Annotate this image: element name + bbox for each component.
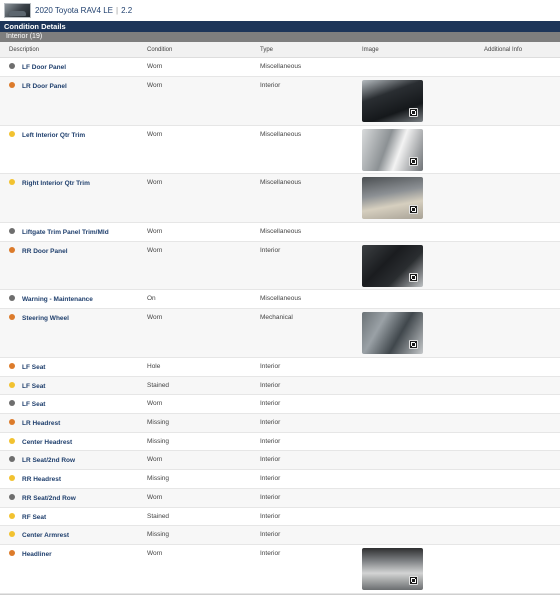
expand-icon[interactable] [409, 273, 418, 282]
type-value: Interior [260, 531, 281, 538]
column-condition: Condition [147, 47, 173, 53]
condition-value: Missing [147, 475, 170, 482]
description-link[interactable]: LF Seat [22, 364, 46, 371]
condition-value: Hole [147, 363, 161, 370]
severity-dot-icon [9, 295, 15, 301]
table-row [0, 223, 560, 242]
severity-dot-icon [9, 363, 15, 369]
damage-photo-thumbnail[interactable] [362, 129, 423, 171]
type-value: Interior [260, 438, 281, 445]
type-value: Interior [260, 550, 281, 557]
type-value: Miscellaneous [260, 295, 302, 302]
type-value: Interior [260, 419, 281, 426]
table-row [0, 470, 560, 489]
description-link[interactable]: RR Headrest [22, 476, 62, 483]
severity-dot-icon [9, 494, 15, 500]
description-link[interactable]: Liftgate Trim Panel Trim/Mld [22, 229, 109, 236]
damage-photo-thumbnail[interactable] [362, 245, 423, 287]
description-link[interactable]: Warning - Maintenance [22, 296, 93, 303]
table-row [0, 433, 560, 451]
type-value: Interior [260, 400, 281, 407]
interior-section-header[interactable]: Interior (19) [0, 32, 560, 42]
type-value: Interior [260, 247, 281, 254]
expand-icon[interactable] [409, 157, 418, 166]
description-link[interactable]: Center Headrest [22, 439, 73, 446]
condition-value: Worn [147, 400, 163, 407]
damage-photo-thumbnail[interactable] [362, 312, 423, 354]
condition-value: Stained [147, 382, 170, 389]
severity-dot-icon [9, 419, 15, 425]
vehicle-title-line [35, 6, 132, 15]
expand-icon[interactable] [409, 205, 418, 214]
description-link[interactable]: RR Seat/2nd Row [22, 495, 76, 502]
condition-details-header: Condition Details [0, 21, 560, 32]
condition-value: Worn [147, 550, 163, 557]
description-link[interactable]: LF Door Panel [22, 64, 67, 71]
table-row [0, 395, 560, 414]
table-row [0, 309, 560, 358]
type-value: Miscellaneous [260, 131, 302, 138]
vehicle-title[interactable]: 2020 Toyota RAV4 LE [35, 6, 113, 15]
condition-grade: 2.2 [121, 6, 133, 15]
table-row [0, 242, 560, 290]
severity-dot-icon [9, 131, 15, 137]
description-link[interactable]: LF Seat [22, 401, 46, 408]
severity-dot-icon [9, 475, 15, 481]
condition-value: On [147, 295, 156, 302]
description-link[interactable]: Left Interior Qtr Trim [22, 132, 86, 139]
table-row [0, 174, 560, 223]
condition-value: Worn [147, 179, 163, 186]
damage-photo-thumbnail[interactable] [362, 80, 423, 122]
vehicle-thumbnail[interactable] [4, 3, 31, 18]
expand-icon[interactable] [409, 576, 418, 585]
title-separator: | [115, 6, 119, 15]
condition-value: Worn [147, 456, 163, 463]
table-row [0, 77, 560, 126]
table-row [0, 414, 560, 433]
type-value: Mechanical [260, 314, 293, 321]
type-value: Interior [260, 363, 281, 370]
column-description: Description [9, 47, 40, 53]
severity-dot-icon [9, 247, 15, 253]
description-link[interactable]: RR Door Panel [22, 248, 68, 255]
severity-dot-icon [9, 314, 15, 320]
damage-photo-thumbnail[interactable] [362, 548, 423, 590]
type-value: Miscellaneous [260, 63, 302, 70]
severity-dot-icon [9, 550, 15, 556]
description-link[interactable]: LF Seat [22, 383, 46, 390]
expand-icon[interactable] [409, 340, 418, 349]
type-value: Interior [260, 475, 281, 482]
type-value: Interior [260, 456, 281, 463]
type-value: Miscellaneous [260, 228, 302, 235]
column-type: Type [260, 47, 274, 53]
condition-value: Missing [147, 419, 170, 426]
type-value: Interior [260, 82, 281, 89]
description-link[interactable]: LR Seat/2nd Row [22, 457, 76, 464]
type-value: Miscellaneous [260, 179, 302, 186]
expand-icon[interactable] [409, 108, 418, 117]
condition-value: Worn [147, 247, 163, 254]
severity-dot-icon [9, 382, 15, 388]
severity-dot-icon [9, 179, 15, 185]
type-value: Interior [260, 513, 281, 520]
description-link[interactable]: RF Seat [22, 514, 47, 521]
severity-dot-icon [9, 456, 15, 462]
condition-value: Worn [147, 314, 163, 321]
condition-value: Stained [147, 513, 170, 520]
table-row [0, 545, 560, 594]
column-image: Image [362, 47, 379, 53]
severity-dot-icon [9, 228, 15, 234]
severity-dot-icon [9, 531, 15, 537]
condition-value: Missing [147, 531, 170, 538]
condition-value: Worn [147, 131, 163, 138]
description-link[interactable]: LR Door Panel [22, 83, 67, 90]
description-link[interactable]: Headliner [22, 551, 52, 558]
condition-value: Worn [147, 228, 163, 235]
condition-value: Worn [147, 82, 163, 89]
type-value: Interior [260, 382, 281, 389]
table-row [0, 377, 560, 395]
damage-photo-thumbnail[interactable] [362, 177, 423, 219]
table-bottom-border [0, 594, 560, 595]
table-row [0, 451, 560, 470]
description-link[interactable]: Steering Wheel [22, 315, 69, 322]
description-link[interactable]: Center Armrest [22, 532, 70, 539]
description-link[interactable]: Right Interior Qtr Trim [22, 180, 90, 187]
description-link[interactable]: LR Headrest [22, 420, 61, 427]
table-row [0, 508, 560, 526]
column-additional-info: Additional Info [484, 47, 523, 53]
table-row [0, 290, 560, 309]
severity-dot-icon [9, 63, 15, 69]
severity-dot-icon [9, 400, 15, 406]
condition-value: Missing [147, 438, 170, 445]
condition-value: Worn [147, 494, 163, 501]
table-row [0, 489, 560, 508]
severity-dot-icon [9, 82, 15, 88]
table-row [0, 58, 560, 77]
table-column-headers [0, 42, 560, 58]
severity-dot-icon [9, 513, 15, 519]
table-row [0, 126, 560, 174]
type-value: Interior [260, 494, 281, 501]
table-row [0, 358, 560, 377]
vehicle-header [0, 0, 560, 21]
table-row [0, 526, 560, 545]
severity-dot-icon [9, 438, 15, 444]
condition-value: Worn [147, 63, 163, 70]
